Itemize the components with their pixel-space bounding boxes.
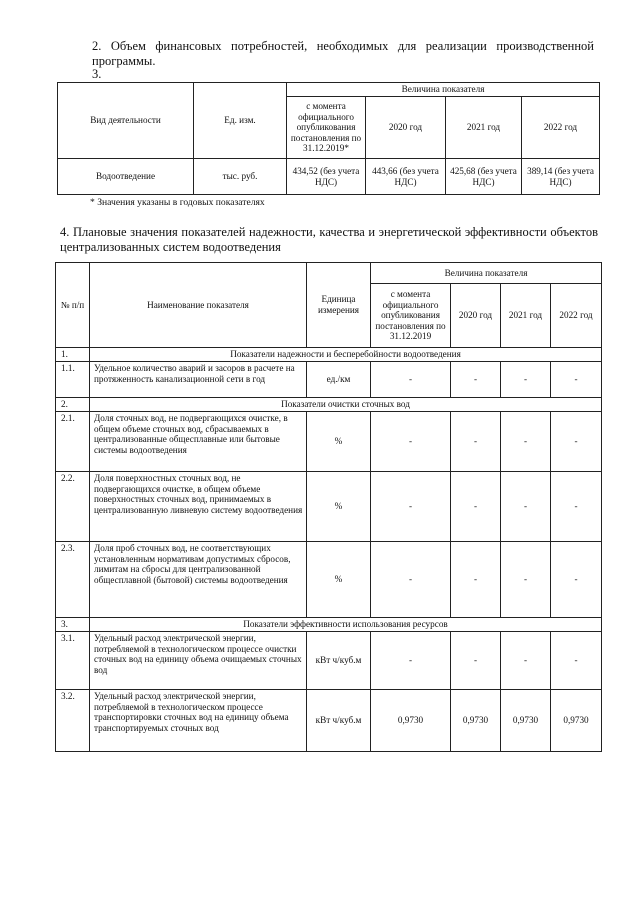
row-num: 3.2. <box>56 690 90 752</box>
row-num: 2.2. <box>56 472 90 542</box>
row-value-3: - <box>551 542 602 618</box>
row-value-3: 0,9730 <box>551 690 602 752</box>
row-name: Доля поверхностных сточных вод, не подвергающихся очистке, в общем объеме поверхностных сточных вод, принимаемых в централизованную ливневую систему водоотведения <box>90 472 307 542</box>
header-value-group: Величина показателя <box>371 263 602 284</box>
table-row <box>58 159 600 195</box>
row-unit: кВт ч/куб.м <box>307 632 371 690</box>
row-value-1: - <box>451 362 501 398</box>
row-value-0: 0,9730 <box>371 690 451 752</box>
section-row <box>56 348 602 362</box>
row-value-1: - <box>451 412 501 472</box>
row-name: Удельный расход электрической энергии, потребляемой в технологическом процессе транспортировки сточных вод на единицу объема транспортируемых сточных вод <box>90 690 307 752</box>
header-period-3: 2022 год <box>551 284 602 348</box>
section-title: Показатели надежности и бесперебойности водоотведения <box>90 348 602 362</box>
section-num: 1. <box>56 348 90 362</box>
row-value-2: - <box>501 412 551 472</box>
row-value-0: - <box>371 472 451 542</box>
cell-activity: Водоотведение <box>58 159 194 195</box>
header-period-1: 2020 год <box>366 97 446 159</box>
header-name: Наименование показателя <box>90 263 307 348</box>
row-name: Удельный расход электрической энергии, потребляемой в технологическом процессе очистки сточных вод на единицу объема очищаемых сточных вод <box>90 632 307 690</box>
section-title: Показатели очистки сточных вод <box>90 398 602 412</box>
row-value-0: - <box>371 362 451 398</box>
section-num: 2. <box>56 398 90 412</box>
header-period-3: 2022 год <box>522 97 600 159</box>
row-value-2: - <box>501 472 551 542</box>
table-row <box>56 472 602 542</box>
row-name: Доля проб сточных вод, не соответствующих установленным нормативам допустимых сбросов, лимитам на сбросы для централизованной общесплавной (бытовой) системы водоотведения <box>90 542 307 618</box>
section-row <box>56 398 602 412</box>
row-value-3: - <box>551 632 602 690</box>
header-num: № п/п <box>56 263 90 348</box>
row-value-3: - <box>551 472 602 542</box>
table-note: * Значения указаны в годовых показателях <box>90 197 265 208</box>
header-period-2: 2021 год <box>446 97 522 159</box>
header-period-1: 2020 год <box>451 284 501 348</box>
row-unit: кВт ч/куб.м <box>307 690 371 752</box>
header-period-0: с момента официального опубликования постановления по 31.12.2019 <box>371 284 451 348</box>
row-name: Удельное количество аварий и засоров в расчете на протяженность канализационной сети в год <box>90 362 307 398</box>
indicators-table <box>55 262 602 752</box>
row-value-0: - <box>371 412 451 472</box>
section-title: Показатели эффективности использования ресурсов <box>90 618 602 632</box>
row-value-2: - <box>501 542 551 618</box>
section-num: 3. <box>56 618 90 632</box>
cell-unit: тыс. руб. <box>194 159 287 195</box>
header-activity: Вид деятельности <box>58 83 194 159</box>
row-value-2: 0,9730 <box>501 690 551 752</box>
cell-value-1: 443,66 (без учета НДС) <box>366 159 446 195</box>
table-row <box>56 412 602 472</box>
row-value-2: - <box>501 632 551 690</box>
financial-needs-table <box>57 82 600 195</box>
row-unit: ед./км <box>307 362 371 398</box>
section-3-number: 3. <box>92 67 102 81</box>
row-value-0: - <box>371 542 451 618</box>
table-row <box>56 690 602 752</box>
section-4-heading: 4. Плановые значения показателей надежности, качества и энергетической эффективности объектов централизованных систем водоотведения <box>60 225 598 254</box>
header-period-0: с момента официального опубликования постановления по 31.12.2019* <box>287 97 366 159</box>
row-value-1: 0,9730 <box>451 690 501 752</box>
row-num: 2.3. <box>56 542 90 618</box>
header-unit: Ед. изм. <box>194 83 287 159</box>
row-value-1: - <box>451 472 501 542</box>
header-value-group: Величина показателя <box>287 83 600 97</box>
row-unit: % <box>307 542 371 618</box>
table-row <box>56 632 602 690</box>
section-2-heading: 2. Объем финансовых потребностей, необходимых для реализации производственной программы. <box>92 39 594 68</box>
row-value-0: - <box>371 632 451 690</box>
row-value-3: - <box>551 362 602 398</box>
section-row <box>56 618 602 632</box>
cell-value-2: 425,68 (без учета НДС) <box>446 159 522 195</box>
row-name: Доля сточных вод, не подвергающихся очистке, в общем объеме сточных вод, сбрасываемых в централизованные общесплавные или бытовые системы водоотведения <box>90 412 307 472</box>
cell-value-3: 389,14 (без учета НДС) <box>522 159 600 195</box>
table-row <box>56 362 602 398</box>
row-value-2: - <box>501 362 551 398</box>
table-row <box>56 542 602 618</box>
row-value-1: - <box>451 632 501 690</box>
row-unit: % <box>307 412 371 472</box>
row-value-1: - <box>451 542 501 618</box>
header-unit: Единица измерения <box>307 263 371 348</box>
row-num: 2.1. <box>56 412 90 472</box>
row-value-3: - <box>551 412 602 472</box>
row-num: 3.1. <box>56 632 90 690</box>
row-num: 1.1. <box>56 362 90 398</box>
header-period-2: 2021 год <box>501 284 551 348</box>
cell-value-0: 434,52 (без учета НДС) <box>287 159 366 195</box>
row-unit: % <box>307 472 371 542</box>
